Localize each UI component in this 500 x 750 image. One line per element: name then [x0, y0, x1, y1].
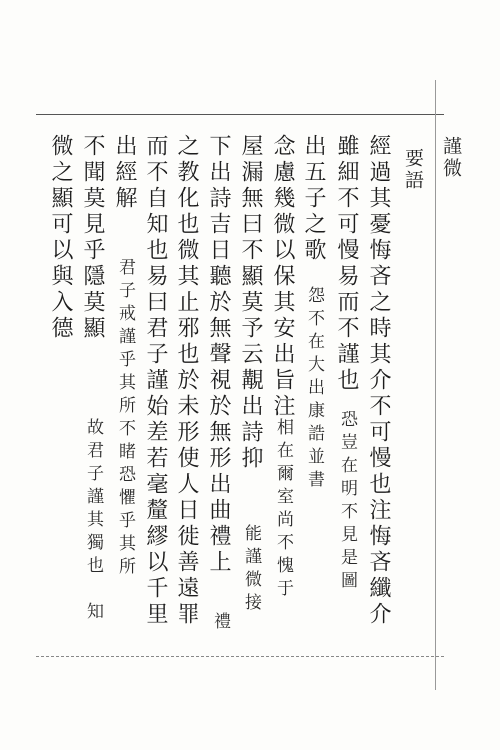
annotation-column-10: 故君子謹其獨也 知 [83, 418, 103, 625]
annotation-column-4: 相在爾室尚不愧于 [273, 418, 293, 602]
text-column-3: 出五子之歌 [301, 134, 326, 264]
text-column-7: 之教化也微其止邪也於未形使人日徙善遠罪 [174, 134, 199, 628]
page-right-rule [435, 80, 436, 690]
annotation-column-6: 禮 [210, 612, 230, 635]
text-column-1: 經過其憂悔吝之時其介不可慢也注悔吝纖介 [366, 134, 391, 628]
page-top-rule [36, 114, 444, 115]
page-bottom-rule [36, 656, 444, 657]
text-column-10: 不聞莫見乎隱莫顯 [80, 134, 105, 342]
text-column-9: 出經解 [112, 134, 137, 212]
text-column-4: 念慮幾微以保其安出旨注 [270, 134, 295, 420]
chapter-header: 謹微 [440, 136, 462, 180]
text-column-5: 屋漏無曰不顯莫予云覯出詩抑 [238, 134, 263, 472]
annotation-column-5: 能謹微接 [241, 524, 261, 616]
text-column-11: 微之顯可以與入德 [48, 134, 73, 342]
section-title: 要語 [402, 148, 424, 192]
annotation-column-2: 恐豈在明不見是圖 [337, 410, 357, 594]
annotation-column-3: 怨不在大出康誥並書 [304, 286, 324, 493]
annotation-column-9: 君子戒謹乎其所不睹恐懼乎其所 [115, 258, 135, 580]
text-column-8: 而不自知也易曰君子謹始差若毫釐繆以千里 [143, 134, 168, 628]
text-column-2: 雖細不可慢易而不謹也 [334, 134, 359, 394]
text-column-6: 下出詩吉日聽於無聲視於無形出曲禮上 [206, 134, 231, 576]
